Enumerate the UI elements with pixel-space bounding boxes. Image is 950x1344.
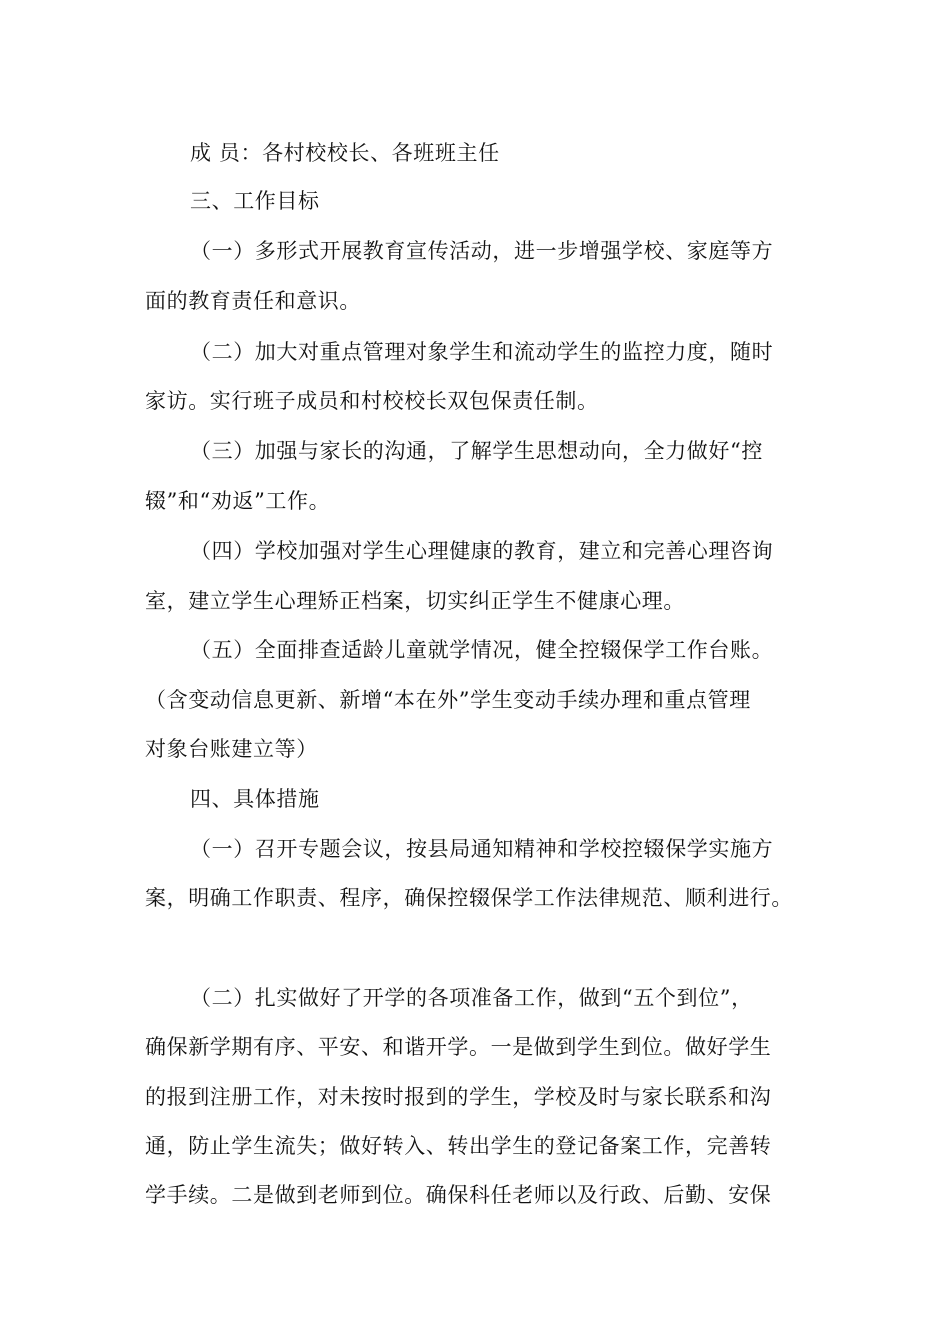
members-line: 成 员：各村校校长、各班班主任 bbox=[190, 141, 500, 165]
paragraph-line: 通，防止学生流失；做好转入、转出学生的登记备案工作，完善转 bbox=[145, 1134, 772, 1158]
paragraph-line: （五）全面排查适龄儿童就学情况，健全控辍保学工作台账。 bbox=[190, 638, 774, 662]
paragraph-line: （四）学校加强对学生心理健康的教育，建立和完善心理咨询 bbox=[190, 539, 774, 563]
paragraph-line: 学手续。二是做到老师到位。确保科任老师以及行政、后勤、安保 bbox=[145, 1183, 772, 1207]
paragraph-line: （一）召开专题会议，按县局通知精神和学校控辍保学实施方 bbox=[190, 837, 774, 861]
paragraph-line: （三）加强与家长的沟通，了解学生思想动向，全力做好“控 bbox=[190, 439, 763, 463]
paragraph-line: 家访。实行班子成员和村校校长双包保责任制。 bbox=[145, 389, 599, 413]
paragraph-line: 辍”和“劝返”工作。 bbox=[145, 489, 331, 513]
paragraph-line: 确保新学期有序、平安、和谐开学。一是做到学生到位。做好学生 bbox=[145, 1035, 772, 1059]
paragraph-line: （含变动信息更新、新增“本在外”学生变动手续办理和重点管理 bbox=[145, 688, 751, 712]
section-heading-work-goals: 三、工作目标 bbox=[190, 189, 320, 213]
paragraph-line: 室，建立学生心理矫正档案，切实纠正学生不健康心理。 bbox=[145, 589, 685, 613]
section-heading-measures: 四、具体措施 bbox=[190, 787, 320, 811]
paragraph-line: 面的教育责任和意识。 bbox=[145, 289, 361, 313]
paragraph-line: （二）加大对重点管理对象学生和流动学生的监控力度，随时 bbox=[190, 340, 774, 364]
paragraph-line: （一）多形式开展教育宣传活动，进一步增强学校、家庭等方 bbox=[190, 239, 774, 263]
paragraph-line: 案，明确工作职责、程序，确保控辍保学工作法律规范、顺利进行。 bbox=[145, 886, 793, 910]
paragraph-line: 的报到注册工作，对未按时报到的学生，学校及时与家长联系和沟 bbox=[145, 1085, 772, 1109]
paragraph-line: （二）扎实做好了开学的各项准备工作，做到“五个到位”， bbox=[190, 986, 753, 1010]
paragraph-line: 对象台账建立等） bbox=[145, 737, 318, 761]
